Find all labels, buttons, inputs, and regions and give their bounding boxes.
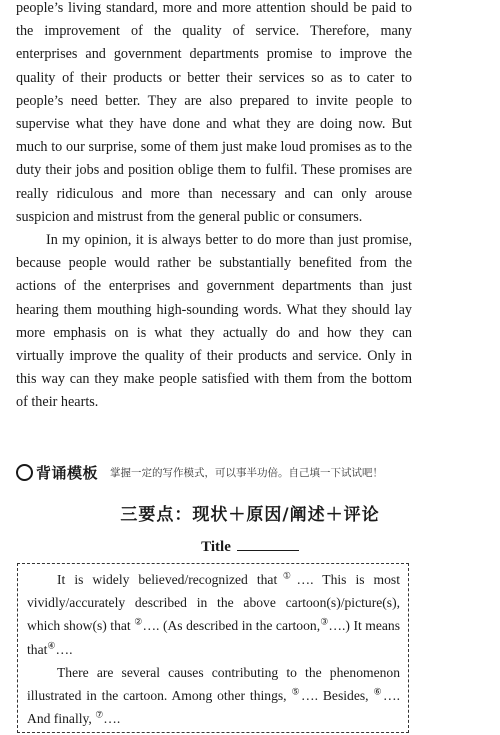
template-text: It is widely believed/recognized that	[57, 572, 278, 587]
template-text: ….	[103, 711, 121, 727]
marker-5: ⑤	[291, 686, 301, 697]
title-line	[0, 536, 500, 556]
template-text: There are several causes contributing to the phenomenon illustrated in the cartoon. Among other things,	[27, 664, 400, 704]
essay-paragraph-2: In my opinion, it is always better to do more than just promise, because people would rather be substantially benefited from the actions of the enterprises and government departments than just hearing them mouthing high-sounding words. What they should lay more emphasis on is what they actually do and how they can virtually improve the quality of their products and service. Only in this way can they make people satisfied with them from the bottom of their hearts.	[16, 232, 412, 411]
circle-icon	[16, 464, 33, 481]
marker-6: ⑥	[373, 686, 383, 697]
template-text: …. (As described in the cartoon,	[142, 618, 321, 634]
template-text: ….) It means that	[27, 618, 400, 657]
template-text: ….	[55, 641, 73, 657]
marker-1: ①	[277, 570, 297, 581]
marker-2: ②	[134, 616, 143, 627]
template-paragraph-2	[27, 661, 400, 731]
section-header	[16, 460, 436, 484]
marker-7: ⑦	[95, 709, 104, 720]
title-label: Title	[201, 539, 231, 555]
section-label: 背诵模板	[36, 463, 99, 482]
title-blank	[237, 536, 299, 551]
essay-paragraph-1: people’s living standard, more and more attention should be paid to the improvement of the quality of service. Therefore, many enterprises and government departments promise to improve the quality of their products or better their services so as to cater to people’s need better. They are also prepared to invite people to supervise what they have done and what they are doing now. But much to our surprise, some of them just make loud promises as to the duty their jobs and position oblige them to fulfil. These promises are really ridiculous and more than necessary and can only arouse suspicion and mistrust from the general public or consumers.	[16, 0, 412, 225]
template-text: …. And finally,	[27, 688, 400, 727]
template-text: …. This is most vividly/accurately described in the above cartoon(s)/picture(s), which show(s) that	[27, 572, 400, 634]
template-paragraph-1	[27, 568, 400, 661]
section-note: 掌握一定的写作模式，可以事半功倍。自己填一下试试吧！	[110, 466, 384, 479]
marker-4: ④	[47, 640, 56, 651]
template-subtitle: 三要点：现状＋原因/阐述＋评论	[120, 505, 380, 525]
essay-body	[16, 0, 412, 415]
template-box	[17, 563, 409, 733]
template-text: …. Besides,	[301, 688, 369, 704]
marker-3: ③	[320, 616, 329, 627]
